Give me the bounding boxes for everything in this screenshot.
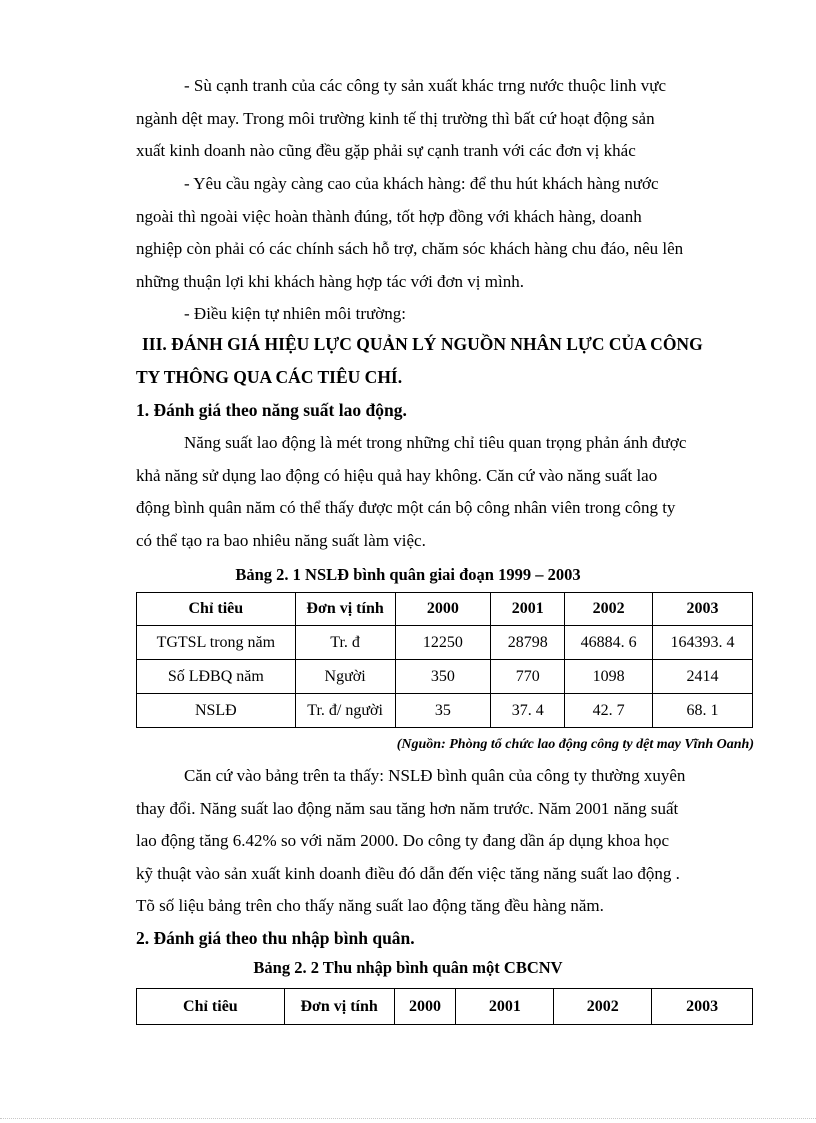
- text-line: thay đổi. Năng suất lao động năm sau tăng hơn năm trước. Năm 2001 năng suất: [136, 798, 679, 818]
- table-productivity: [136, 592, 753, 728]
- header-cell: 2002: [565, 593, 653, 626]
- header-cell: 2001: [456, 989, 554, 1025]
- header-cell: Chỉ tiêu: [137, 593, 296, 626]
- text-line: Năng suất lao động là mét trong những chỉ tiêu quan trọng phản ánh được: [184, 433, 687, 452]
- paragraph-analysis: [136, 760, 758, 923]
- table-cell: TGTSL trong năm: [137, 626, 296, 660]
- table1-caption: Bảng 2. 1 NSLĐ bình quân giai đoạn 1999 – 2003: [235, 565, 581, 584]
- text-line: có thể tạo ra bao nhiêu năng suất làm việc.: [136, 530, 426, 550]
- table-cell: 350: [395, 660, 491, 694]
- table-cell: Người: [295, 660, 395, 694]
- text-line: Căn cứ vào bảng trên ta thấy: NSLĐ bình quân của công ty thường xuyên: [184, 766, 686, 785]
- text-line: lao động tăng 6.42% so với năm 2000. Do công ty đang dần áp dụng khoa học: [136, 831, 670, 850]
- paragraph-customer-demand: [136, 168, 758, 298]
- table-cell: 770: [491, 660, 565, 694]
- header-cell: Chỉ tiêu: [137, 989, 285, 1025]
- table-cell: Số LĐBQ năm: [137, 660, 296, 694]
- table-cell: 1098: [565, 660, 653, 694]
- table-cell: NSLĐ: [137, 694, 296, 728]
- table-header-row: [137, 989, 753, 1025]
- table-income: [136, 988, 753, 1025]
- text-line: những thuận lợi khi khách hàng hợp tác với đơn vị mình.: [136, 271, 524, 291]
- section-heading-line1: III. ĐÁNH GIÁ HIỆU LỰC QUẢN LÝ NGUỒN NHÂN LỰC CỦA CÔNG: [142, 334, 703, 354]
- header-cell: 2003: [652, 989, 753, 1025]
- table-row: [137, 626, 753, 660]
- table-cell: Tr. đ/ người: [295, 694, 395, 728]
- table-cell: 37. 4: [491, 694, 565, 728]
- header-cell: Đơn vị tính: [295, 593, 395, 626]
- header-cell: Đơn vị tính: [284, 989, 394, 1025]
- table-cell: 164393. 4: [653, 626, 753, 660]
- text-line: động bình quân năm có thể thấy được một cán bộ công nhân viên trong công ty: [136, 498, 676, 517]
- paragraph-productivity: [136, 427, 758, 557]
- text-line: - Yêu cầu ngày càng cao của khách hàng: để thu hút khách hàng nước: [184, 174, 659, 193]
- subsection-heading-productivity: 1. Đánh giá theo năng suất lao động.: [136, 400, 407, 420]
- text-line: ngành dệt may. Trong môi trường kinh tế thị trường thì bất cứ hoạt động sản: [136, 108, 655, 128]
- text-line: - Điều kiện tự nhiên môi trường:: [184, 304, 406, 323]
- header-cell: 2000: [395, 593, 491, 626]
- header-cell: 2003: [653, 593, 753, 626]
- page-bottom-divider: [0, 1118, 816, 1119]
- table-header-row: [137, 593, 753, 626]
- text-line: ngoài thì ngoài việc hoàn thành đúng, tốt hợp đồng với khách hàng, doanh: [136, 206, 642, 226]
- table-cell: 42. 7: [565, 694, 653, 728]
- table-cell: 46884. 6: [565, 626, 653, 660]
- table-cell: 28798: [491, 626, 565, 660]
- table1-source-note: (Nguồn: Phòng tổ chức lao động công ty dệt may Vĩnh Oanh): [396, 737, 754, 752]
- text-line: xuất kinh doanh nào cũng đều gặp phải sự cạnh tranh với các đơn vị khác: [136, 141, 636, 160]
- table-cell: 12250: [395, 626, 491, 660]
- table-row: [137, 694, 753, 728]
- table2-caption: Bảng 2. 2 Thu nhập bình quân một CBCNV: [253, 958, 563, 977]
- text-line: Tõ số liệu bảng trên cho thấy năng suất lao động tăng đều hàng năm.: [136, 896, 604, 915]
- header-cell: 2000: [394, 989, 456, 1025]
- text-line: khả năng sử dụng lao động có hiệu quả hay không. Căn cứ vào năng suất lao: [136, 465, 658, 485]
- text-line: - Sù cạnh tranh của các công ty sản xuất khác trng nước thuộc linh vực: [184, 76, 667, 95]
- paragraph-competition: [136, 70, 758, 168]
- subsection-heading-income: 2. Đánh giá theo thu nhập bình quân.: [136, 928, 415, 948]
- table-cell: Tr. đ: [295, 626, 395, 660]
- table-cell: 68. 1: [653, 694, 753, 728]
- paragraph-environment: [136, 298, 758, 331]
- header-cell: 2001: [491, 593, 565, 626]
- table-cell: 35: [395, 694, 491, 728]
- table-row: [137, 660, 753, 694]
- section-heading-line2: TY THÔNG QUA CÁC TIÊU CHÍ.: [136, 367, 403, 387]
- table-cell: 2414: [653, 660, 753, 694]
- text-line: kỹ thuật vào sản xuất kinh doanh điều đó dẫn đến việc tăng năng suất lao động .: [136, 863, 680, 883]
- header-cell: 2002: [554, 989, 652, 1025]
- text-line: nghiệp còn phải có các chính sách hỗ trợ, chăm sóc khách hàng chu đáo, nêu lên: [136, 239, 684, 258]
